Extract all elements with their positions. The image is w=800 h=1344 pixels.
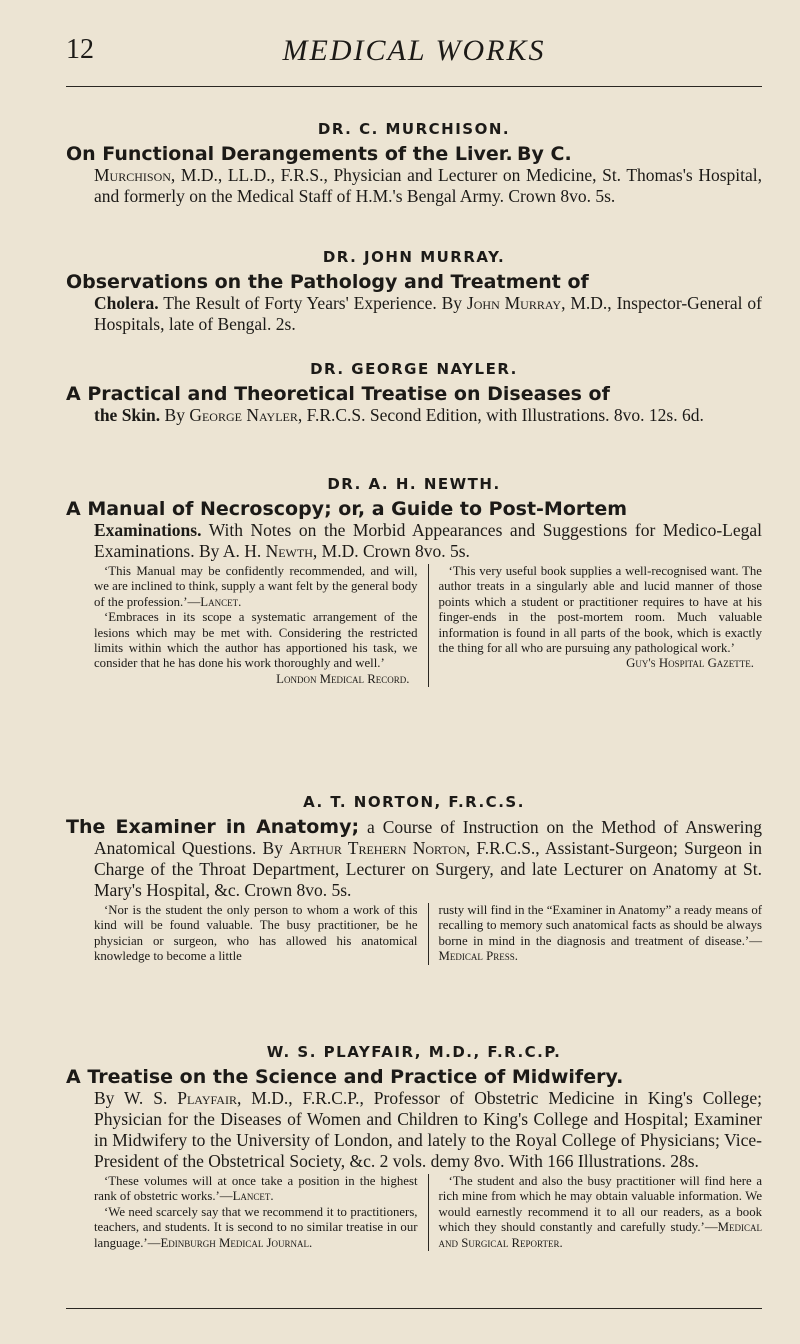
author-heading: W. S. PLAYFAIR, M.D., F.R.C.P.	[266, 1043, 562, 1061]
quote-source: Guy's Hospital Gazette.	[626, 656, 754, 671]
author-name: George Nayler	[189, 405, 298, 425]
author-name: Playfair	[177, 1088, 237, 1108]
author-heading: DR. C. MURCHISON.	[317, 120, 511, 138]
bottom-rule	[66, 1308, 762, 1309]
author-heading: DR. A. H. NEWTH.	[327, 475, 501, 493]
entry-nayler	[66, 360, 762, 475]
quote-source: London Medical Record.	[276, 671, 410, 686]
page-header	[66, 0, 762, 87]
review-quotes	[66, 903, 762, 965]
book-description: The Examiner in Anatomy; a Course of Instruction on the Method of Answering Anatomical Questions. By Arthur Trehern Norton, F.R.C.S., Assistant-Surgeon; Surgeon in Charge of the Throat Department, Lecturer on Surgery, and late Lecturer on Anatomy at St. Mary's Hospital, &c. Crown 8vo. 5s.	[66, 816, 763, 900]
review-quotes	[66, 564, 762, 687]
author-name: John Murray	[466, 293, 562, 313]
book-title: The Examiner in Anatomy;	[66, 816, 360, 838]
book-title: A Treatise on the Science and Practice of Midwifery.	[66, 1066, 624, 1088]
book-description: A Treatise on the Science and Practice of Midwifery. By W. S. Playfair, M.D., F.R.C.P., Professor of Obstetric Medicine in King's College; Physician for the Diseases of Women and Children to King's College and Hospital; Examiner in Midwifery to the University of London, and lately to the Royal College of Physicians; Vice-President of the Obstetrical Society, &c. 2 vols. demy 8vo. With 166 Illustrations. 28s.	[66, 1066, 763, 1171]
quote-source: Medical Press.	[438, 949, 518, 964]
entry-murray	[66, 248, 762, 360]
quote-column-left	[94, 903, 429, 965]
book-list	[66, 120, 762, 1251]
entry-murchison	[66, 120, 762, 248]
entry-newth	[66, 475, 762, 793]
book-title: On Functional Derangements of the Liver.	[66, 143, 513, 165]
quote-column-left	[94, 1174, 429, 1251]
book-title: A Manual of Necroscopy; or, a Guide to Post-Mortem	[66, 498, 628, 520]
entry-norton	[66, 793, 762, 1043]
quote-source: Medical and Surgical Reporter.	[438, 1220, 762, 1250]
review-quote: ‘The student and also the busy practitioner will find here a rich mine from which he may obtain valuable information. We would earnestly recommend it to all our readers, as a book which they should constantly and carefully study.’—Medical and Surgical Reporter.	[438, 1174, 762, 1250]
author-heading: DR. GEORGE NAYLER.	[310, 360, 518, 378]
quote-source: Edinburgh Medical Journal.	[160, 1235, 313, 1250]
book-description: A Manual of Necroscopy; or, a Guide to Post-Mortem Examinations. With Notes on the Morbid Appearances and Suggestions for Medico-Legal Examinations. By A. H. Newth, M.D. Crown 8vo. 5s.	[66, 498, 762, 561]
author-name: Newth	[265, 541, 313, 561]
review-quotes	[66, 1174, 762, 1251]
review-quote: ‘This very useful book supplies a well-recognised want. The author treats in a singularly able and lucid manner of those points which a student or practitioner requires to have at his finger-ends in the post-mortem room. Much valuable information is found in all parts of the book, which is exactly the thing for all who are pursuing any pathological work.’	[438, 564, 762, 656]
book-title: Observations on the Pathology and Treatment of	[66, 271, 589, 293]
author-heading: DR. JOHN MURRAY.	[322, 248, 506, 266]
review-quote: ‘We need scarcely say that we recommend it to practitioners, teachers, and students. It is second to no similar treatise in our language.’—Edinburgh Medical Journal.	[94, 1204, 418, 1250]
author-name: Murchison	[94, 165, 171, 185]
author-heading: A. T. NORTON, F.R.C.S.	[303, 793, 525, 811]
book-description: A Practical and Theoretical Treatise on Diseases of the Skin. By George Nayler, F.R.C.S. Second Edition, with Illustrations. 8vo. 12s. 6d.	[66, 383, 704, 425]
quote-source: Lancet.	[200, 594, 242, 609]
quote-source: Lancet.	[232, 1189, 274, 1204]
review-quote: ‘This Manual may be confidently recommended, and will, we are inclined to think, supply a want felt by the general body of the profession.’—Lancet.	[94, 564, 418, 609]
quote-column-right	[429, 903, 763, 965]
running-head: MEDICAL WORKS	[282, 34, 546, 67]
quote-column-right	[429, 564, 763, 687]
quote-column-left	[94, 564, 429, 687]
author-name: Arthur Trehern Norton	[289, 838, 466, 858]
book-description: On Functional Derangements of the Liver. By C. Murchison, M.D., LL.D., F.R.S., Physician and Lecturer on Medicine, St. Thomas's Hospital, and formerly on the Medical Staff of H.M.'s Bengal Army. Crown 8vo. 5s.	[66, 143, 762, 206]
quote-column-right	[429, 1174, 763, 1251]
entry-playfair	[66, 1043, 762, 1251]
review-quote: ‘Nor is the student the only person to whom a work of this kind will be found valuable. The busy practitioner, be he physician or surgeon, who has allowed his anatomical knowledge to become a little	[94, 903, 418, 964]
review-quote: rusty will find in the “Examiner in Anatomy” a ready means of recalling to memory such anatomical facts as should be always borne in mind in the diagnosis and treatment of disease.’—Medical Press.	[438, 903, 762, 964]
book-title: A Practical and Theoretical Treatise on Diseases of	[66, 383, 610, 405]
book-description: Observations on the Pathology and Treatment of Cholera. The Result of Forty Years' Experience. By John Murray, M.D., Inspector-General of Hospitals, late of Bengal. 2s.	[66, 271, 762, 334]
review-quote: ‘Embraces in its scope a systematic arrangement of the lesions which may be met with. Considering the restricted limits within which the author has apportioned his task, we consider that he has done his work thoroughly and well.’	[94, 610, 418, 671]
review-quote: ‘These volumes will at once take a position in the highest rank of obstetric works.’—Lancet.	[94, 1174, 418, 1204]
page-number: 12	[66, 34, 94, 65]
